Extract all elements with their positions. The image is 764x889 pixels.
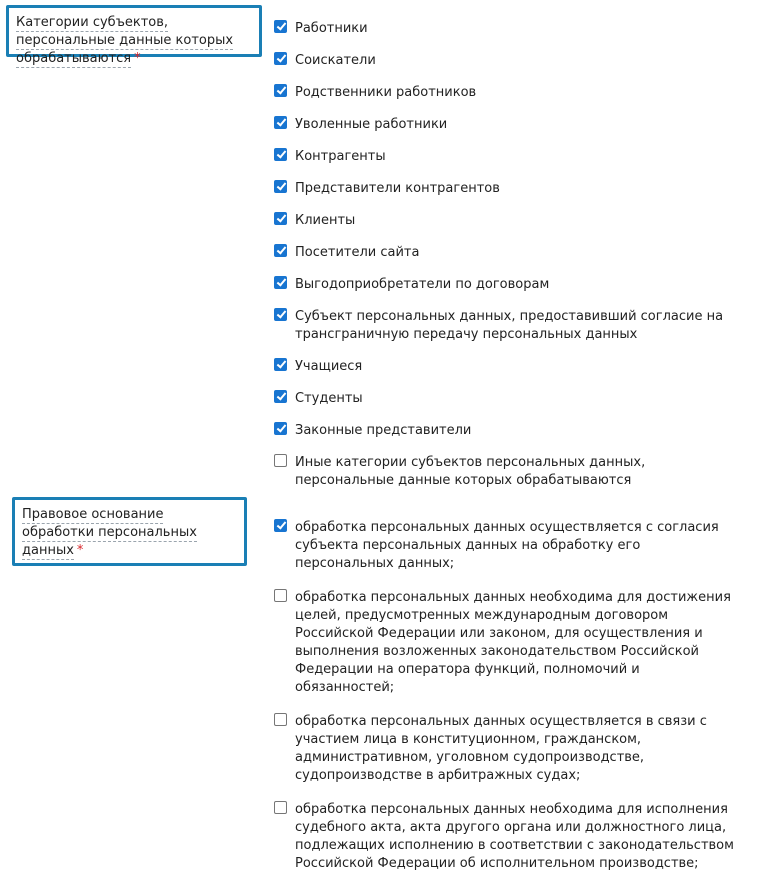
subject-categories-label <box>6 5 262 66</box>
checkbox-option[interactable] <box>274 52 734 70</box>
checkbox[interactable] <box>274 52 287 65</box>
subject-categories-options <box>274 20 734 504</box>
checkbox-option[interactable] <box>274 422 734 440</box>
checkbox-label[interactable]: Родственники работников <box>295 85 477 100</box>
checkbox-label[interactable]: Клиенты <box>295 213 356 228</box>
checkbox-option[interactable] <box>274 180 734 198</box>
required-asterisk: * <box>76 543 84 558</box>
checkbox-option[interactable] <box>274 454 734 490</box>
checkbox-option[interactable] <box>274 519 734 573</box>
checkbox-label[interactable]: Выгодоприобретатели по договорам <box>295 277 550 292</box>
checkbox-label[interactable]: Студенты <box>295 391 363 406</box>
checkbox[interactable] <box>274 212 287 225</box>
checkbox-label[interactable]: обработка персональных данных осуществляется с согласия субъекта персональных данных на обработку его персональных данных; <box>295 520 719 571</box>
checkbox-label[interactable]: Соискатели <box>295 53 376 68</box>
checkbox-option[interactable] <box>274 212 734 230</box>
checkbox-option[interactable] <box>274 276 734 294</box>
checkbox-label[interactable]: Учащиеся <box>295 359 363 374</box>
checkbox-option[interactable] <box>274 148 734 166</box>
checkbox[interactable] <box>274 422 287 435</box>
checkbox[interactable] <box>274 454 287 467</box>
subject-categories-label-text: Категории субъектов, персональные данные которых обрабатываются <box>16 15 234 66</box>
checkbox-label[interactable]: обработка персональных данных необходима для достижения целей, предусмотренных международным договором Российской Федерации или законом, для осуществления и выполнения возложенных законодательством Российской Федерации на оператора функций, полномочий и обязанностей; <box>295 590 731 695</box>
checkbox-option[interactable] <box>274 801 734 873</box>
checkbox-label[interactable]: обработка персональных данных осуществляется в связи с участием лица в конституционном, гражданском, административном, уголовном судопроизводстве, судопроизводстве в арбитражных судах; <box>295 714 707 783</box>
checkbox-option[interactable] <box>274 116 734 134</box>
checkbox[interactable] <box>274 148 287 161</box>
checkbox[interactable] <box>274 519 287 532</box>
checkbox[interactable] <box>274 308 287 321</box>
checkbox-label[interactable]: Уволенные работники <box>295 117 448 132</box>
checkbox-option[interactable] <box>274 390 734 408</box>
checkbox[interactable] <box>274 390 287 403</box>
checkbox-option[interactable] <box>274 713 734 785</box>
checkbox-label[interactable]: Посетители сайта <box>295 245 420 260</box>
checkbox-label[interactable]: Работники <box>295 21 368 36</box>
checkbox[interactable] <box>274 180 287 193</box>
checkbox[interactable] <box>274 589 287 602</box>
legal-basis-label <box>12 497 247 566</box>
checkbox[interactable] <box>274 84 287 97</box>
checkbox-label[interactable]: Субъект персональных данных, предоставивший согласие на трансграничную передачу персональных данных <box>295 309 724 342</box>
checkbox-option[interactable] <box>274 84 734 102</box>
checkbox[interactable] <box>274 801 287 814</box>
checkbox[interactable] <box>274 20 287 33</box>
checkbox[interactable] <box>274 276 287 289</box>
legal-basis-label-text: Правовое основание обработки персональных данных <box>22 507 197 558</box>
checkbox-option[interactable] <box>274 244 734 262</box>
checkbox[interactable] <box>274 358 287 371</box>
checkbox-label[interactable]: Представители контрагентов <box>295 181 500 196</box>
checkbox-option[interactable] <box>274 589 734 697</box>
checkbox-label[interactable]: Законные представители <box>295 423 472 438</box>
required-asterisk: * <box>134 51 141 66</box>
legal-basis-options <box>274 519 734 889</box>
checkbox[interactable] <box>274 116 287 129</box>
checkbox[interactable] <box>274 244 287 257</box>
checkbox-option[interactable] <box>274 20 734 38</box>
checkbox[interactable] <box>274 713 287 726</box>
checkbox-label[interactable]: обработка персональных данных необходима для исполнения судебного акта, акта другого органа или должностного лица, подлежащих исполнению в соответствии с законодательством Российской Федерации об исполнительном производстве; <box>295 802 734 871</box>
checkbox-option[interactable] <box>274 308 734 344</box>
checkbox-label[interactable]: Иные категории субъектов персональных данных, персональные данные которых обрабатываются <box>295 455 646 488</box>
checkbox-label[interactable]: Контрагенты <box>295 149 386 164</box>
checkbox-option[interactable] <box>274 358 734 376</box>
